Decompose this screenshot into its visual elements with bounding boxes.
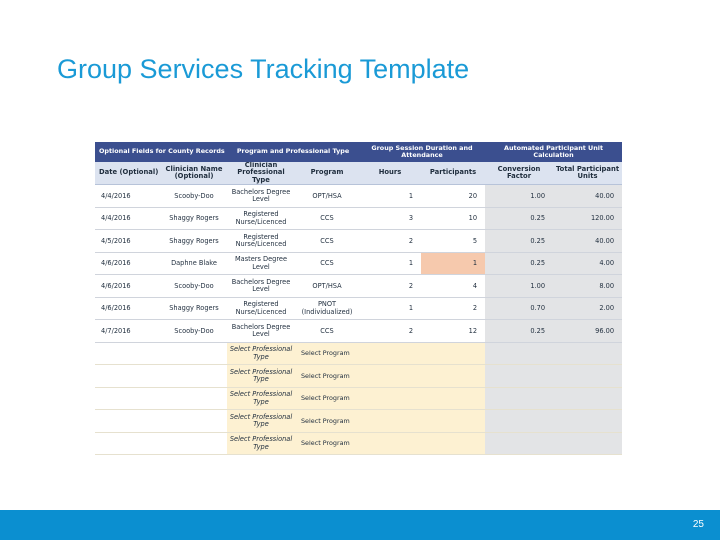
cell-clinician[interactable]: Shaggy Rogers: [161, 207, 227, 230]
cell-date-empty[interactable]: [95, 410, 161, 433]
table-row: [95, 275, 622, 298]
professional-type-select[interactable]: Select Professional Type: [227, 410, 295, 433]
cell-hours[interactable]: 1: [359, 185, 421, 208]
column-header-clinician-name: Clinician Name (Optional): [161, 162, 227, 185]
cell-program[interactable]: CCS: [295, 207, 359, 230]
cell-date[interactable]: 4/7/2016: [95, 320, 161, 343]
cell-date-empty[interactable]: [95, 342, 161, 365]
cell-conversion-factor-empty: [485, 342, 553, 365]
cell-participants-empty[interactable]: [421, 387, 485, 410]
cell-date[interactable]: 4/4/2016: [95, 207, 161, 230]
cell-professional-type[interactable]: Masters Degree Level: [227, 252, 295, 275]
cell-conversion-factor: 0.25: [485, 320, 553, 343]
cell-conversion-factor: 0.70: [485, 297, 553, 320]
cell-clinician-empty[interactable]: [161, 365, 227, 388]
cell-conversion-factor-empty: [485, 387, 553, 410]
table-row: [95, 320, 622, 343]
cell-professional-type[interactable]: Registered Nurse/Licenced: [227, 297, 295, 320]
cell-participants-empty[interactable]: [421, 410, 485, 433]
cell-conversion-factor: 1.00: [485, 185, 553, 208]
cell-program[interactable]: OPT/HSA: [295, 185, 359, 208]
cell-program[interactable]: CCS: [295, 230, 359, 253]
cell-conversion-factor: 1.00: [485, 275, 553, 298]
cell-clinician[interactable]: Scooby-Doo: [161, 185, 227, 208]
blank-entry-row: [95, 342, 622, 365]
cell-total-units: 40.00: [553, 185, 622, 208]
cell-conversion-factor: 0.25: [485, 252, 553, 275]
professional-type-select[interactable]: Select Professional Type: [227, 432, 295, 455]
header-group-session: Group Session Duration and Attendance: [359, 142, 485, 162]
cell-participants-highlighted[interactable]: 1: [421, 252, 485, 275]
cell-hours[interactable]: 3: [359, 207, 421, 230]
cell-date[interactable]: 4/6/2016: [95, 275, 161, 298]
column-header-professional-type: Clinician Professional Type: [227, 162, 295, 185]
cell-program[interactable]: OPT/HSA: [295, 275, 359, 298]
cell-program[interactable]: CCS: [295, 252, 359, 275]
cell-clinician-empty[interactable]: [161, 387, 227, 410]
header-group-optional-fields: Optional Fields for County Records: [95, 142, 227, 162]
footer-bar: [0, 510, 720, 540]
cell-hours-empty[interactable]: [359, 432, 421, 455]
cell-total-units-empty: [553, 365, 622, 388]
cell-participants[interactable]: 4: [421, 275, 485, 298]
column-header-participants: Participants: [421, 162, 485, 185]
cell-hours-empty[interactable]: [359, 410, 421, 433]
cell-conversion-factor: 0.25: [485, 207, 553, 230]
cell-date[interactable]: 4/6/2016: [95, 297, 161, 320]
header-group-row: [95, 142, 622, 162]
cell-date[interactable]: 4/5/2016: [95, 230, 161, 253]
cell-clinician[interactable]: Scooby-Doo: [161, 320, 227, 343]
cell-total-units: 4.00: [553, 252, 622, 275]
cell-total-units-empty: [553, 342, 622, 365]
cell-hours[interactable]: 2: [359, 320, 421, 343]
header-group-calculation: Automated Participant Unit Calculation: [485, 142, 622, 162]
cell-professional-type[interactable]: Registered Nurse/Licenced: [227, 230, 295, 253]
cell-date[interactable]: 4/6/2016: [95, 252, 161, 275]
cell-professional-type[interactable]: Bachelors Degree Level: [227, 275, 295, 298]
program-select[interactable]: Select Program: [295, 387, 359, 410]
cell-hours[interactable]: 2: [359, 230, 421, 253]
cell-hours[interactable]: 1: [359, 297, 421, 320]
cell-hours-empty[interactable]: [359, 365, 421, 388]
cell-clinician-empty[interactable]: [161, 342, 227, 365]
cell-clinician[interactable]: Shaggy Rogers: [161, 230, 227, 253]
cell-date[interactable]: 4/4/2016: [95, 185, 161, 208]
cell-participants-empty[interactable]: [421, 432, 485, 455]
tracking-spreadsheet: [95, 142, 622, 455]
table-row: [95, 185, 622, 208]
cell-conversion-factor-empty: [485, 410, 553, 433]
cell-hours-empty[interactable]: [359, 342, 421, 365]
cell-participants[interactable]: 10: [421, 207, 485, 230]
blank-entry-row: [95, 432, 622, 455]
cell-clinician[interactable]: Shaggy Rogers: [161, 297, 227, 320]
cell-total-units: 2.00: [553, 297, 622, 320]
program-select[interactable]: Select Program: [295, 432, 359, 455]
cell-participants-empty[interactable]: [421, 342, 485, 365]
column-header-total-units: Total Participant Units: [553, 162, 622, 185]
column-header-program: Program: [295, 162, 359, 185]
column-header-hours: Hours: [359, 162, 421, 185]
cell-total-units: 8.00: [553, 275, 622, 298]
cell-program[interactable]: PNOT (Individualized): [295, 297, 359, 320]
professional-type-select[interactable]: Select Professional Type: [227, 342, 295, 365]
cell-total-units: 40.00: [553, 230, 622, 253]
cell-hours[interactable]: 1: [359, 252, 421, 275]
cell-hours-empty[interactable]: [359, 387, 421, 410]
cell-participants[interactable]: 5: [421, 230, 485, 253]
cell-total-units-empty: [553, 387, 622, 410]
cell-clinician[interactable]: Daphne Blake: [161, 252, 227, 275]
cell-total-units: 120.00: [553, 207, 622, 230]
cell-date-empty[interactable]: [95, 365, 161, 388]
blank-entry-row: [95, 410, 622, 433]
cell-participants-empty[interactable]: [421, 365, 485, 388]
cell-program[interactable]: CCS: [295, 320, 359, 343]
blank-entry-row: [95, 365, 622, 388]
column-header-date: Date (Optional): [95, 162, 161, 185]
cell-professional-type[interactable]: Bachelors Degree Level: [227, 320, 295, 343]
professional-type-select[interactable]: Select Professional Type: [227, 365, 295, 388]
cell-conversion-factor-empty: [485, 365, 553, 388]
cell-date-empty[interactable]: [95, 432, 161, 455]
column-header-row: [95, 162, 622, 185]
program-select[interactable]: Select Program: [295, 342, 359, 365]
cell-professional-type[interactable]: Bachelors Degree Level: [227, 185, 295, 208]
table-row: [95, 297, 622, 320]
header-group-program: Program and Professional Type: [227, 142, 359, 162]
cell-professional-type[interactable]: Registered Nurse/Licenced: [227, 207, 295, 230]
cell-conversion-factor: 0.25: [485, 230, 553, 253]
blank-entry-row: [95, 387, 622, 410]
cell-hours[interactable]: 2: [359, 275, 421, 298]
cell-participants[interactable]: 2: [421, 297, 485, 320]
cell-conversion-factor-empty: [485, 432, 553, 455]
table-row: [95, 207, 622, 230]
cell-date-empty[interactable]: [95, 387, 161, 410]
cell-clinician-empty[interactable]: [161, 410, 227, 433]
program-select[interactable]: Select Program: [295, 410, 359, 433]
program-select[interactable]: Select Program: [295, 365, 359, 388]
cell-total-units: 96.00: [553, 320, 622, 343]
page-number: 25: [692, 519, 704, 530]
slide-title: Group Services Tracking Template: [57, 54, 470, 84]
table-row: [95, 230, 622, 253]
cell-clinician[interactable]: Scooby-Doo: [161, 275, 227, 298]
cell-participants[interactable]: 12: [421, 320, 485, 343]
cell-total-units-empty: [553, 410, 622, 433]
cell-clinician-empty[interactable]: [161, 432, 227, 455]
professional-type-select[interactable]: Select Professional Type: [227, 387, 295, 410]
cell-participants[interactable]: 20: [421, 185, 485, 208]
cell-total-units-empty: [553, 432, 622, 455]
tracking-table: [95, 142, 622, 455]
table-row: [95, 252, 622, 275]
column-header-conversion-factor: Conversion Factor: [485, 162, 553, 185]
